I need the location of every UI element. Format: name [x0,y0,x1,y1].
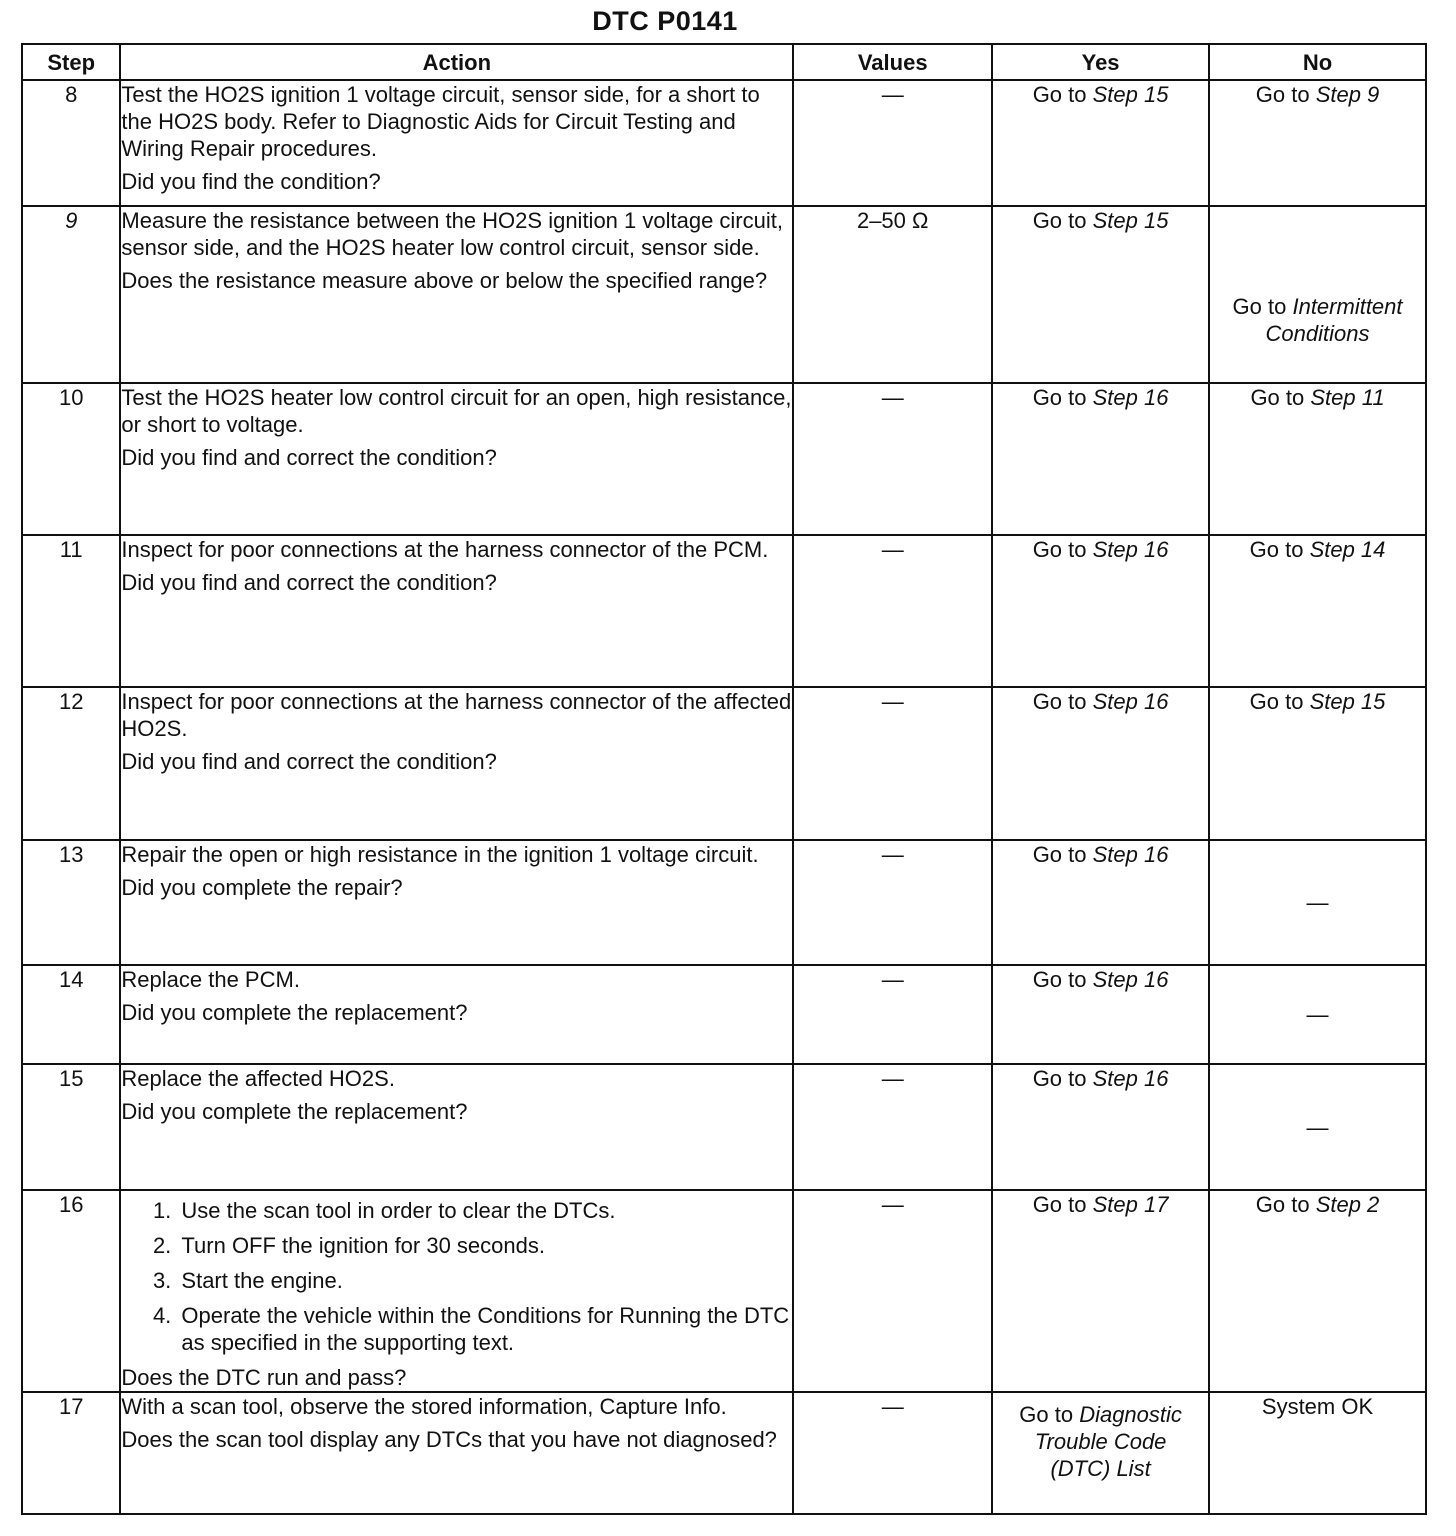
table-row [22,1190,1426,1392]
action-question: Did you find and correct the condition? [121,445,497,470]
action-question: Did you find the condition? [121,169,381,194]
yes-prefix: Go to [1032,82,1087,107]
yes-prefix: Go to [1032,1066,1087,1091]
step-number: 16 [22,1190,120,1392]
yes-cell [992,840,1209,965]
header-action: Action [120,44,793,80]
yes-step-link[interactable]: Step 16 [1092,385,1169,410]
yes-cell [992,1392,1209,1514]
step-number: 14 [22,965,120,1064]
table-header-row [22,44,1426,80]
action-text: Measure the resistance between the HO2S ignition 1 voltage circuit, sensor side, and the HO2S heater low control circuit, sensor side. [121,208,783,260]
yes-cell [992,206,1209,383]
step-number-text: 9 [65,208,78,233]
action-question: Does the resistance measure above or below the specified range? [121,268,768,293]
no-prefix: Go to [1232,293,1287,319]
yes-step-link[interactable]: Step 16 [1092,1066,1169,1091]
yes-step-link[interactable]: Step 15 [1092,82,1169,107]
action-question: Does the DTC run and pass? [121,1365,407,1390]
step-number: 10 [22,383,120,535]
action-cell [120,687,793,840]
step-number: 13 [22,840,120,965]
no-cell [1209,383,1426,535]
diagnostic-table [21,43,1427,1515]
no-step-link[interactable]: Step 15 [1309,689,1386,714]
no-cell: System OK [1209,1392,1426,1514]
yes-cell [992,965,1209,1064]
table-row [22,1064,1426,1190]
no-prefix: Go to [1255,1192,1310,1217]
no-step-link[interactable]: Step 14 [1309,537,1386,562]
value-cell: — [793,383,992,535]
value-cell: 2–50 Ω [793,206,992,383]
procedure-step: 1. Use the scan tool in order to clear the DTCs. [177,1197,792,1224]
yes-prefix: Go to [1032,967,1087,992]
no-step-link[interactable]: Step 9 [1315,82,1380,107]
procedure-step: 3. Start the engine. [177,1267,792,1294]
action-text: Repair the open or high resistance in the ignition 1 voltage circuit. [121,842,759,867]
table-row [22,80,1426,206]
no-cell [1209,535,1426,687]
yes-cell [992,383,1209,535]
yes-prefix: Go to [1032,1192,1087,1217]
action-text: Inspect for poor connections at the harness connector of the PCM. [121,537,769,562]
table-row [22,383,1426,535]
page-title: DTC P0141 [592,6,738,36]
yes-cell [992,80,1209,206]
yes-cell [992,1190,1209,1392]
value-cell: — [793,965,992,1064]
action-question: Did you complete the repair? [121,875,403,900]
step-number: 12 [22,687,120,840]
yes-cell [992,1064,1209,1190]
action-question: Did you find and correct the condition? [121,749,497,774]
yes-cell [992,535,1209,687]
yes-prefix: Go to [1032,689,1087,714]
no-cell: — [1209,965,1426,1064]
table-row [22,840,1426,965]
action-cell [120,1392,793,1514]
value-cell: — [793,1190,992,1392]
yes-cell [992,687,1209,840]
action-question: Does the scan tool display any DTCs that you have not diagnosed? [121,1427,777,1452]
value-cell: — [793,535,992,687]
procedure-step: 4. Operate the vehicle within the Conditions for Running the DTC as specified in the supporting text. [177,1302,792,1356]
yes-prefix: Go to [1032,537,1087,562]
no-intermittent-link[interactable]: Intermittent Conditions [1265,293,1403,346]
action-cell [120,1190,793,1392]
action-question: Did you find and correct the condition? [121,570,497,595]
table-row [22,965,1426,1064]
action-cell [120,1064,793,1190]
yes-step-link[interactable]: Step 16 [1092,689,1169,714]
no-prefix: Go to [1249,537,1304,562]
procedure-step: 2. Turn OFF the ignition for 30 seconds. [177,1232,792,1259]
procedure-list [121,1197,792,1364]
action-text: Replace the affected HO2S. [121,1066,395,1091]
no-cell: — [1209,840,1426,965]
yes-prefix: Go to [1032,385,1087,410]
header-values: Values [793,44,992,80]
action-text: With a scan tool, observe the stored information, Capture Info. [121,1394,727,1419]
header-step: Step [22,44,120,80]
value-cell: — [793,80,992,206]
value-cell: — [793,1392,992,1514]
yes-step-link[interactable]: Step 16 [1092,967,1169,992]
action-text: Inspect for poor connections at the harness connector of the affected HO2S. [121,689,792,741]
action-cell [120,535,793,687]
no-step-link[interactable]: Step 11 [1310,385,1385,410]
yes-prefix: Go to [1019,1402,1074,1427]
action-question: Did you complete the replacement? [121,1000,468,1025]
action-text: Test the HO2S ignition 1 voltage circuit, sensor side, for a short to the HO2S body. Refer to Diagnostic Aids for Circuit Testing and Wiring Repair procedures. [121,82,760,161]
table-row [22,687,1426,840]
step-number: 17 [22,1392,120,1514]
table-row [22,206,1426,383]
action-question: Did you complete the replacement? [121,1099,468,1124]
step-number: 8 [22,80,120,206]
action-cell [120,80,793,206]
value-cell: — [793,687,992,840]
no-prefix: Go to [1255,82,1310,107]
no-cell: — [1209,1064,1426,1190]
action-cell [120,206,793,383]
yes-step-link[interactable]: Step 16 [1092,842,1169,867]
yes-step-link[interactable]: Step 16 [1092,537,1169,562]
header-no: No [1209,44,1426,80]
yes-prefix: Go to [1032,842,1087,867]
yes-step-link[interactable]: Step 15 [1092,208,1169,233]
no-step-link[interactable]: Step 2 [1315,1192,1380,1217]
table-row [22,1392,1426,1514]
step-number: 15 [22,1064,120,1190]
yes-dtc-list-link[interactable]: Diagnostic Trouble Code (DTC) List [1034,1402,1182,1481]
step-number [22,206,120,383]
action-cell [120,965,793,1064]
header-yes: Yes [992,44,1209,80]
yes-step-link[interactable]: Step 17 [1092,1192,1169,1217]
no-cell [1209,1190,1426,1392]
yes-prefix: Go to [1032,208,1087,233]
no-prefix: Go to [1250,385,1305,410]
action-text: Replace the PCM. [121,967,300,992]
action-cell [120,840,793,965]
action-text: Test the HO2S heater low control circuit for an open, high resistance, or short to voltage. [121,385,792,437]
step-number: 11 [22,535,120,687]
value-cell: — [793,840,992,965]
no-cell [1209,206,1426,383]
action-cell [120,383,793,535]
no-cell [1209,80,1426,206]
no-prefix: Go to [1249,689,1304,714]
value-cell: — [793,1064,992,1190]
table-row [22,535,1426,687]
no-cell [1209,687,1426,840]
